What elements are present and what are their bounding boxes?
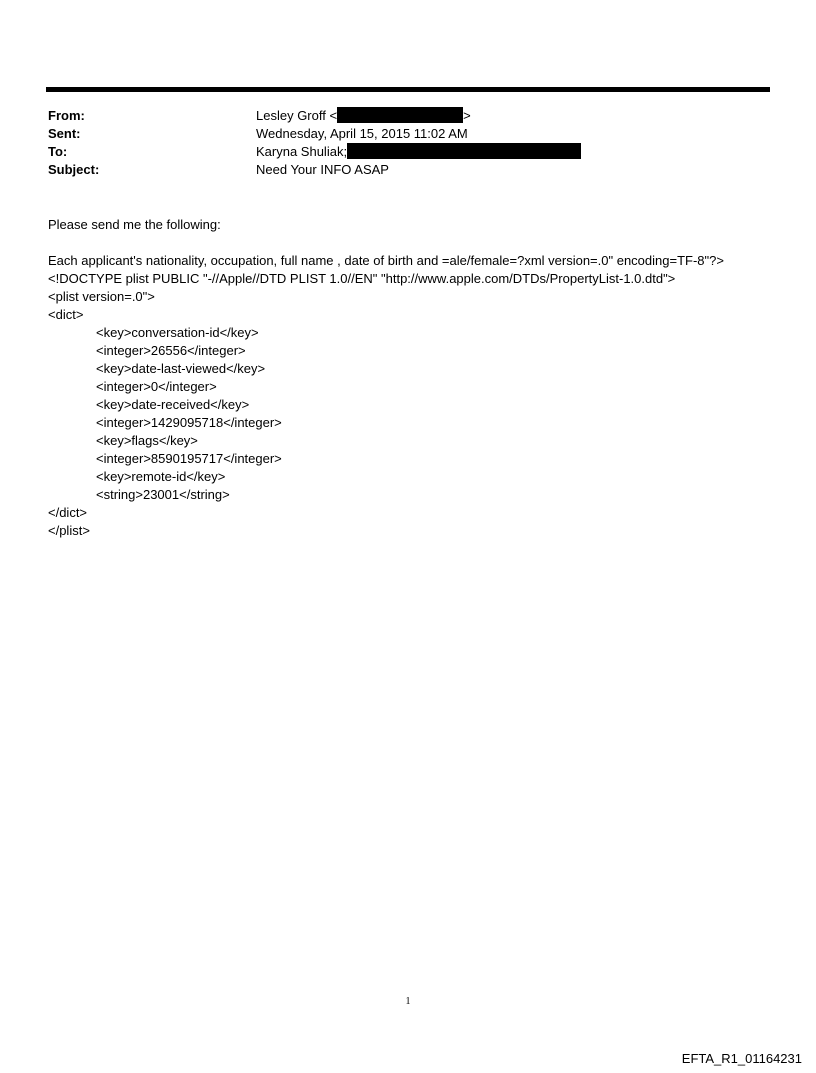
sent-row bbox=[48, 125, 768, 143]
body-line: <!DOCTYPE plist PUBLIC "-//Apple//DTD PLIST 1.0//EN" "http://www.apple.com/DTDs/PropertyList-1.0.dtd"> bbox=[48, 271, 676, 286]
to-label: To: bbox=[48, 144, 68, 159]
dict-entry: <key>conversation-id</key> bbox=[96, 325, 259, 340]
subject-label: Subject: bbox=[48, 162, 100, 177]
dict-entry: <integer>0</integer> bbox=[96, 379, 217, 394]
body-line: <dict> bbox=[48, 307, 84, 322]
redaction-box bbox=[337, 107, 463, 123]
from-name: Lesley Groff < bbox=[256, 108, 338, 123]
redaction-box bbox=[347, 143, 581, 159]
document-id: EFTA_R1_01164231 bbox=[681, 1051, 802, 1066]
body-line: <plist version=.0"> bbox=[48, 289, 155, 304]
email-body bbox=[48, 216, 788, 540]
subject-value: Need Your INFO ASAP bbox=[256, 162, 389, 177]
sent-value: Wednesday, April 15, 2015 11:02 AM bbox=[256, 126, 468, 141]
from-label: From: bbox=[48, 108, 85, 123]
dict-entry: <key>date-last-viewed</key> bbox=[96, 361, 266, 376]
body-line: Each applicant's nationality, occupation, full name , date of birth and =ale/female=?xml version=.0" encoding=TF-8"?> bbox=[48, 253, 724, 268]
email-header bbox=[48, 107, 768, 179]
from-value bbox=[256, 107, 471, 125]
dict-entry: <key>remote-id</key> bbox=[96, 469, 226, 484]
closing-line: </dict> bbox=[48, 505, 88, 520]
paragraph-gap bbox=[48, 234, 788, 252]
from-close: > bbox=[463, 108, 471, 123]
dict-entry: <key>date-received</key> bbox=[96, 397, 250, 412]
to-value bbox=[256, 143, 581, 161]
to-recipient: Karyna Shuliak; bbox=[256, 144, 348, 159]
body-intro: Please send me the following: bbox=[48, 217, 221, 232]
header-rule bbox=[46, 87, 770, 92]
to-row bbox=[48, 143, 768, 161]
dict-entry: <string>23001</string> bbox=[96, 487, 230, 502]
sent-label: Sent: bbox=[48, 126, 81, 141]
subject-row bbox=[48, 161, 768, 179]
page-number: 1 bbox=[405, 996, 411, 1007]
dict-entry: <integer>8590195717</integer> bbox=[96, 451, 282, 466]
closing-line: </plist> bbox=[48, 523, 90, 538]
dict-entry: <key>flags</key> bbox=[96, 433, 198, 448]
dict-entry: <integer>1429095718</integer> bbox=[96, 415, 282, 430]
dict-entry: <integer>26556</integer> bbox=[96, 343, 246, 358]
from-row bbox=[48, 107, 768, 125]
